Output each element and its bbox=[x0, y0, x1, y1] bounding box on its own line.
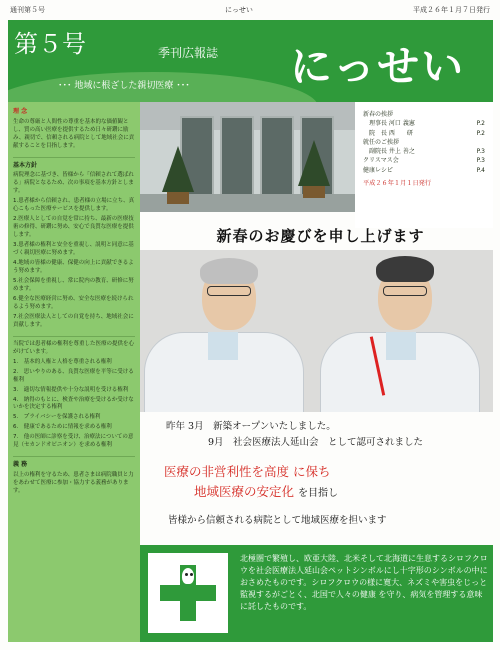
publish-date: 平成２６年１月７日発行 bbox=[413, 6, 490, 14]
rights-item: 6. 健康であるために情報を求める権利 bbox=[13, 424, 112, 431]
policy-item: 4.地域の皆様の健康、保健の向上に貢献できるよう努めます。 bbox=[13, 259, 134, 274]
publication-kind: 季刊広報誌 bbox=[158, 46, 219, 60]
planter bbox=[167, 192, 189, 204]
duty-section bbox=[13, 461, 135, 496]
mission-red-line: 医療の非営利性を高度 に保ち bbox=[164, 464, 331, 479]
mission-tail: を目指し bbox=[298, 488, 339, 499]
rights-item: 1. 基本的人権と人格を尊重される権利 bbox=[13, 358, 112, 365]
toc-item: 健康レシピ P.4 bbox=[363, 166, 485, 174]
masthead bbox=[8, 20, 493, 102]
divider bbox=[13, 456, 135, 457]
toc-item: 就任のご挨拶 bbox=[363, 138, 400, 146]
symbol-logo bbox=[148, 553, 228, 633]
policy-item: 3.患者様の権利と安全を重視し、説明と同意に基づく親切医療に努めます。 bbox=[13, 242, 134, 256]
toc-item: 理事長 河口 義憲 P.2 bbox=[363, 120, 485, 128]
mission-red-line: 地域医療の安定化 を目指し bbox=[194, 484, 339, 499]
principle-text: 生命の尊厳と人間性の尊重を基本的な価値観とし、質の高い医療を提供するため日々研鑽に励み、親切で、信頼される病院として地域社会に貢献することを目指します。 bbox=[13, 118, 135, 149]
principle-title: 理 念 bbox=[13, 108, 28, 115]
announcement bbox=[140, 412, 493, 542]
announcement-line: 昨年 3月 新築オープンいたしました。 bbox=[166, 421, 336, 432]
policy-section bbox=[13, 162, 135, 330]
rights-section bbox=[13, 341, 135, 451]
slogan: ･･･ 地域に根ざした親切医療 ･･･ bbox=[58, 81, 190, 91]
planter bbox=[303, 186, 325, 198]
hair bbox=[200, 258, 258, 284]
pine-decoration-icon bbox=[162, 146, 194, 192]
policy-intro: 病院理念に基づき、皆様から「信頼されて選ばれる」病院となるため、次の事項を基本方針とします。 bbox=[13, 172, 134, 195]
table-of-contents bbox=[355, 102, 493, 228]
glass-door bbox=[260, 116, 294, 204]
toc-item: 新春の挨拶 bbox=[363, 111, 394, 118]
glasses-icon bbox=[207, 286, 251, 296]
policy-title: 基本方針 bbox=[13, 161, 38, 169]
green-cross-icon bbox=[160, 585, 216, 601]
announcement-line: 9月 社会医療法人延山会 として認可されました bbox=[208, 437, 424, 448]
doctors-photo bbox=[140, 250, 493, 412]
symbol-description: 北極圏で繁殖し、欧亜大陸、北米そして北海道に生息するシロフクロウを社会医療法人延山会ペットシンボルにし十字形のシンボルの中におさめたものです。シロフクロウの様に寛大、ネズミや害虫をじっと監視するがごとく、北国で人々の健康 を守り、病気を管理する意味に託したものです。 bbox=[240, 554, 488, 611]
masthead-title: にっせい bbox=[290, 42, 466, 91]
new-year-greeting: 新春のお慶びを申し上げます bbox=[216, 227, 425, 245]
rights-item: 4. 納得のもとに、検査や治療を受けるか受けないかを決定する権利 bbox=[13, 396, 134, 411]
pine-decoration-icon bbox=[298, 140, 330, 186]
divider bbox=[13, 336, 135, 337]
collar bbox=[208, 332, 238, 360]
toc-item: 院 長 西 研 P.2 bbox=[363, 129, 485, 137]
glasses-icon bbox=[383, 286, 427, 296]
policy-item: 1.患者様から信頼され、患者様の立場に立ち、真心こもった医療サービスを提供します。 bbox=[13, 198, 135, 213]
entrance-photo bbox=[140, 102, 355, 212]
top-meta bbox=[0, 5, 500, 19]
policy-item: 7.社会医療法人としての自覚を持ち、地域社会に貢献します。 bbox=[13, 313, 134, 328]
duty-title: 義 務 bbox=[13, 461, 28, 469]
issue-number-small: 通刊第５号 bbox=[10, 6, 45, 14]
rights-item: 2. 思いやりのある、良質な医療を平等に受ける権利 bbox=[13, 368, 134, 383]
principle-section bbox=[13, 108, 135, 151]
divider bbox=[13, 157, 135, 158]
policy-item: 2.医療人としての自覚を常に持ち、最新の医療技術の修得、研鑽に努め、安心で良質な医療を提供します。 bbox=[13, 216, 134, 239]
rights-item: 3. 適切な情報提供や十分な説明を受ける権利 bbox=[13, 386, 129, 393]
hair bbox=[376, 256, 434, 282]
policy-item: 6.健全な医療経営に努め、安全な医療を続けられるよう努めます。 bbox=[13, 295, 134, 310]
header-center-title: にっせい bbox=[225, 6, 253, 14]
issue-number: 第５号 bbox=[14, 30, 86, 58]
collar bbox=[386, 332, 416, 360]
glass-door bbox=[220, 116, 254, 204]
duty-text: 以上の権利を守るため、患者さまは病院職員と力をあわせて医療に参加・協力する義務があります。 bbox=[13, 472, 134, 494]
rights-item: 7. 他の医師に診察を受け、治療法についての意見（セカンドオピニオン）を求める権利 bbox=[13, 434, 134, 449]
owl-eye bbox=[185, 573, 188, 576]
toc-item: 副院長 井上 善之 P.3 bbox=[363, 148, 485, 156]
symbol-footer bbox=[140, 545, 493, 642]
rights-intro: 当院では患者様の権利を尊重した医療の提供を心がけています。 bbox=[13, 340, 135, 355]
sidebar-philosophy bbox=[8, 102, 140, 642]
announcement-line: 皆様から信頼される病院として地域医療を担います bbox=[168, 515, 387, 526]
toc-date: 平成２６年１月１日発行 bbox=[363, 180, 432, 188]
rights-item: 5. プライバシーを保護される権利 bbox=[13, 414, 101, 421]
policy-item: 5.社会保障を重視し、常に院内の教育、研修に努めます。 bbox=[13, 277, 134, 292]
owl-eye bbox=[190, 573, 193, 576]
snowy-owl-icon bbox=[181, 567, 195, 585]
toc-item: クリスマス会 P.3 bbox=[363, 157, 485, 165]
